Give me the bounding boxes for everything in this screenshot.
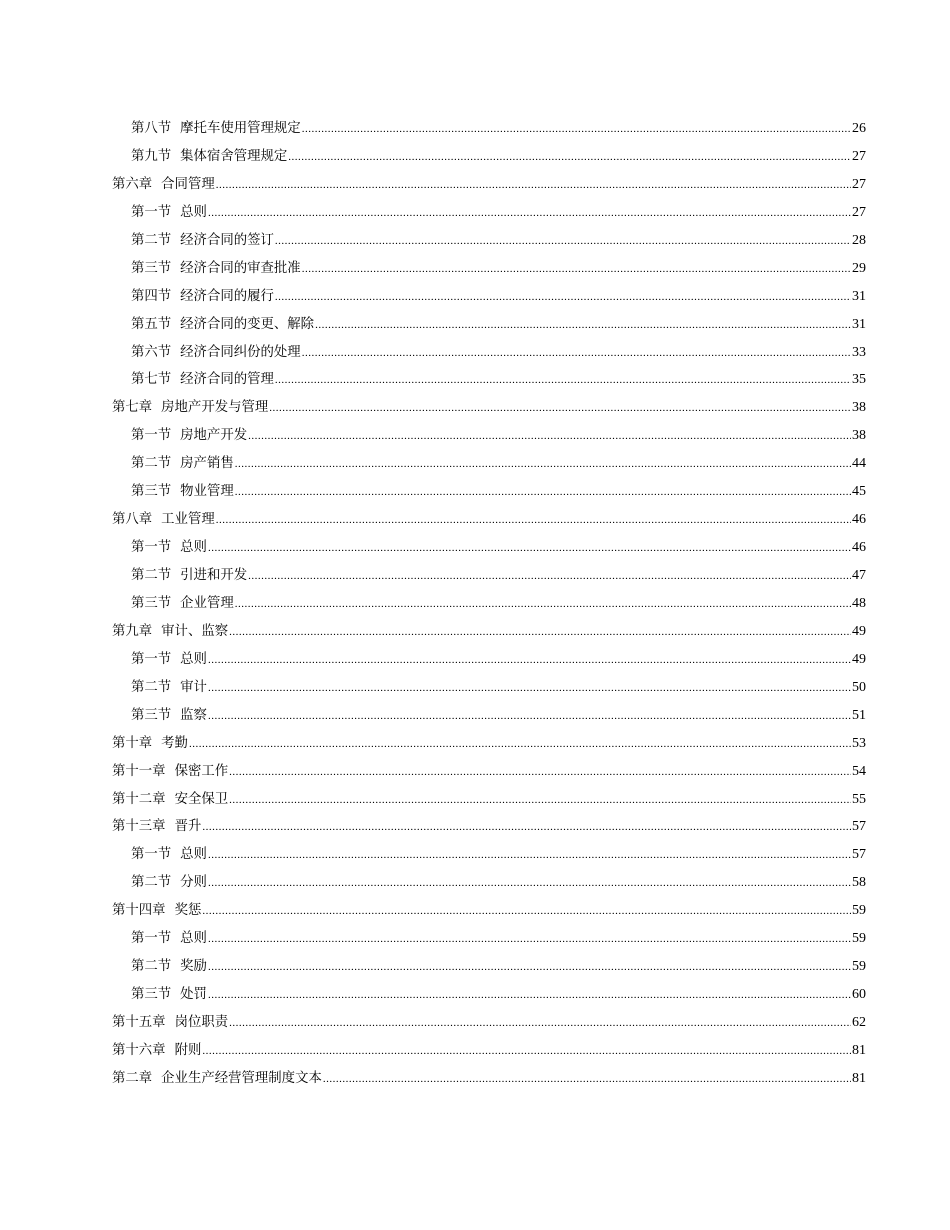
toc-entry-title: 企业管理	[180, 595, 234, 611]
toc-entry-number: 第一节	[131, 540, 172, 556]
toc-entry-number: 第二节	[131, 232, 172, 248]
toc-entry-number: 第六章	[112, 176, 153, 192]
toc-entry-label	[112, 1039, 201, 1058]
toc-entry-label	[112, 1011, 228, 1030]
toc-entry-number: 第二节	[131, 959, 172, 975]
toc-page-number: 35	[852, 372, 866, 388]
toc-page-number: 49	[852, 651, 866, 667]
toc-entry-title: 引进和开发	[180, 568, 248, 583]
toc-section-entry[interactable]	[112, 285, 866, 313]
toc-entry-title: 总则	[180, 651, 207, 667]
toc-page-number: 49	[852, 623, 866, 639]
toc-dot-leader	[208, 877, 851, 889]
toc-dot-leader	[229, 766, 851, 778]
toc-entry-label	[131, 201, 207, 220]
toc-entry-title: 审计、监察	[161, 623, 229, 639]
toc-dot-leader	[229, 1017, 851, 1029]
toc-entry-label	[131, 145, 287, 164]
toc-entry-number: 第十三章	[112, 819, 166, 835]
toc-section-entry[interactable]	[112, 341, 866, 369]
toc-entry-label	[131, 452, 234, 471]
toc-page-number: 27	[852, 176, 866, 192]
toc-dot-leader	[275, 374, 851, 386]
toc-page-number: 59	[852, 903, 866, 919]
toc-section-entry[interactable]	[112, 145, 866, 173]
toc-dot-leader	[275, 235, 851, 247]
toc-page-number: 31	[852, 316, 866, 332]
toc-entry-title: 附则	[174, 1042, 202, 1058]
toc-entry-label	[131, 313, 314, 332]
toc-entry-title: 房地产开发	[180, 428, 248, 444]
toc-section-entry[interactable]	[112, 368, 866, 396]
toc-page-number: 46	[852, 512, 866, 528]
toc-dot-leader	[202, 905, 851, 917]
toc-page-number: 51	[852, 707, 866, 723]
toc-entry-title: 经济合同的履行	[180, 288, 274, 304]
toc-entry-title: 奖惩	[174, 903, 202, 919]
toc-entry-number: 第十章	[112, 735, 153, 751]
toc-entry-title: 晋升	[174, 819, 202, 835]
toc-page-number: 59	[852, 959, 866, 975]
toc-entry-number: 第九章	[112, 623, 153, 639]
toc-entry-number: 第五节	[131, 316, 172, 332]
toc-page-number: 81	[852, 1070, 866, 1086]
toc-dot-leader	[269, 402, 851, 414]
toc-entry-number: 第十一章	[112, 763, 166, 779]
toc-dot-leader	[189, 738, 851, 750]
toc-entry-label	[112, 788, 228, 807]
toc-page-number: 33	[852, 344, 866, 360]
toc-entry-number: 第三节	[131, 707, 172, 723]
toc-dot-leader	[229, 626, 851, 638]
toc-entry-number: 第三节	[131, 987, 172, 1003]
toc-entry-label	[131, 704, 207, 723]
toc-entry-title: 保密工作	[174, 763, 229, 779]
toc-entry-number: 第六节	[131, 344, 172, 360]
toc-entry-label	[131, 536, 207, 555]
toc-dot-leader	[229, 794, 851, 806]
toc-entry-number: 第一节	[131, 651, 172, 667]
toc-entry-number: 第一节	[131, 428, 172, 444]
toc-entry-title: 处罚	[180, 987, 207, 1003]
toc-entry-number: 第八节	[131, 121, 172, 136]
toc-entry-number: 第二节	[131, 568, 172, 583]
toc-page-number: 53	[852, 735, 866, 751]
toc-page-number: 50	[852, 679, 866, 695]
toc-chapter-entry[interactable]	[112, 1011, 866, 1039]
toc-page-number: 27	[852, 204, 866, 220]
toc-chapter-entry[interactable]	[112, 1039, 866, 1067]
toc-dot-leader	[248, 570, 851, 582]
toc-dot-leader	[248, 430, 851, 442]
toc-entry-title: 企业生产经营管理制度文本	[161, 1070, 322, 1086]
toc-page-number: 48	[852, 595, 866, 611]
toc-dot-leader	[208, 542, 851, 554]
toc-chapter-entry[interactable]	[112, 788, 866, 816]
toc-page-number: 38	[852, 400, 866, 416]
toc-dot-leader	[288, 151, 851, 163]
toc-section-entry[interactable]	[112, 871, 866, 899]
toc-section-entry[interactable]	[112, 480, 866, 508]
toc-entry-title: 合同管理	[161, 176, 215, 192]
toc-dot-leader	[235, 486, 851, 498]
toc-entry-number: 第八章	[112, 512, 153, 528]
toc-chapter-entry[interactable]	[112, 508, 866, 536]
toc-dot-leader	[208, 989, 851, 1001]
toc-section-entry[interactable]	[112, 536, 866, 564]
toc-entry-label	[112, 508, 215, 527]
toc-section-entry[interactable]	[112, 564, 866, 592]
toc-chapter-entry[interactable]	[112, 899, 866, 927]
toc-section-entry[interactable]	[112, 229, 866, 257]
toc-entry-title: 物业管理	[180, 484, 234, 500]
toc-entry-title: 房产销售	[180, 456, 234, 472]
toc-page-number: 62	[852, 1015, 866, 1030]
toc-page-number: 45	[852, 484, 866, 500]
toc-entry-number: 第二章	[112, 1070, 153, 1086]
toc-entry-title: 经济合同的管理	[180, 372, 274, 388]
toc-entry-title: 总则	[180, 931, 207, 947]
toc-chapter-entry[interactable]	[112, 173, 866, 201]
toc-page-number: 81	[852, 1042, 866, 1058]
toc-entry-label	[131, 424, 247, 443]
toc-entry-number: 第七章	[112, 400, 153, 416]
toc-entry-number: 第四节	[131, 288, 172, 304]
toc-entry-title: 总则	[180, 540, 207, 556]
toc-section-entry[interactable]	[112, 983, 866, 1011]
toc-page-number: 44	[852, 456, 866, 472]
toc-entry-label	[131, 676, 207, 695]
table-of-contents	[112, 117, 866, 1095]
toc-entry-title: 总则	[180, 847, 207, 863]
toc-entry-number: 第十四章	[112, 903, 166, 919]
toc-entry-title: 考勤	[161, 735, 188, 751]
toc-entry-label	[112, 1067, 322, 1086]
toc-dot-leader	[202, 821, 851, 833]
toc-entry-label	[131, 983, 207, 1002]
toc-entry-title: 房地产开发与管理	[161, 400, 269, 416]
toc-section-entry[interactable]	[112, 955, 866, 983]
toc-entry-title: 集体宿舍管理规定	[180, 148, 288, 164]
toc-entry-label	[112, 760, 228, 779]
toc-entry-label	[112, 815, 201, 834]
toc-dot-leader	[216, 514, 851, 526]
toc-entry-number: 第二节	[131, 679, 172, 695]
toc-section-entry[interactable]	[112, 117, 866, 145]
toc-dot-leader	[302, 123, 851, 135]
toc-dot-leader	[208, 682, 851, 694]
toc-page-number: 28	[852, 232, 866, 248]
toc-dot-leader	[208, 961, 851, 973]
toc-page-number: 57	[852, 847, 866, 863]
toc-entry-label	[112, 899, 201, 918]
toc-dot-leader	[208, 710, 851, 722]
toc-dot-leader	[235, 598, 851, 610]
toc-entry-label	[131, 285, 274, 304]
toc-dot-leader	[208, 207, 851, 219]
toc-entry-number: 第十二章	[112, 791, 166, 807]
toc-entry-title: 岗位职责	[174, 1015, 229, 1030]
toc-page-number: 60	[852, 987, 866, 1003]
toc-dot-leader	[275, 291, 851, 303]
toc-section-entry[interactable]	[112, 201, 866, 229]
toc-dot-leader	[302, 347, 851, 359]
toc-dot-leader	[235, 458, 851, 470]
toc-entry-label	[131, 480, 234, 499]
toc-entry-number: 第一节	[131, 847, 172, 863]
toc-chapter-entry[interactable]	[112, 815, 866, 843]
toc-section-entry[interactable]	[112, 676, 866, 704]
toc-entry-label	[131, 229, 274, 248]
toc-entry-label	[131, 368, 274, 387]
toc-entry-label	[131, 257, 301, 276]
toc-page-number: 57	[852, 819, 866, 835]
toc-chapter-entry[interactable]	[112, 1067, 866, 1095]
toc-entry-title: 审计	[180, 679, 207, 695]
toc-entry-label	[131, 871, 207, 890]
toc-chapter-entry[interactable]	[112, 396, 866, 424]
toc-entry-label	[131, 592, 234, 611]
toc-section-entry[interactable]	[112, 592, 866, 620]
toc-entry-number: 第三节	[131, 260, 172, 276]
toc-section-entry[interactable]	[112, 648, 866, 676]
toc-section-entry[interactable]	[112, 704, 866, 732]
toc-entry-number: 第九节	[131, 148, 172, 164]
toc-section-entry[interactable]	[112, 452, 866, 480]
toc-entry-title: 分则	[180, 875, 207, 891]
toc-page-number: 59	[852, 931, 866, 947]
toc-entry-title: 经济合同的审查批准	[180, 260, 301, 276]
toc-section-entry[interactable]	[112, 257, 866, 285]
toc-page-number: 46	[852, 540, 866, 556]
toc-chapter-entry[interactable]	[112, 732, 866, 760]
toc-entry-number: 第七节	[131, 372, 172, 388]
toc-entry-title: 经济合同的变更、解除	[180, 316, 315, 332]
toc-entry-label	[112, 732, 188, 751]
toc-entry-label	[131, 955, 207, 974]
toc-page-number: 29	[852, 260, 866, 276]
toc-entry-label	[131, 648, 207, 667]
toc-entry-label	[131, 843, 207, 862]
toc-entry-title: 经济合同纠份的处理	[180, 344, 301, 360]
toc-page-number: 55	[852, 791, 866, 807]
toc-entry-number: 第十五章	[112, 1015, 166, 1030]
toc-page-number: 38	[852, 428, 866, 444]
toc-entry-label	[131, 927, 207, 946]
toc-entry-label	[112, 620, 228, 639]
toc-entry-label	[131, 564, 247, 583]
toc-page-number: 58	[852, 875, 866, 891]
toc-entry-number: 第三节	[131, 484, 172, 500]
toc-entry-title: 监察	[180, 707, 207, 723]
toc-entry-number: 第二节	[131, 456, 172, 472]
toc-entry-number: 第十六章	[112, 1042, 166, 1058]
toc-entry-label	[112, 173, 215, 192]
toc-entry-label	[112, 396, 268, 415]
toc-section-entry[interactable]	[112, 927, 866, 955]
toc-chapter-entry[interactable]	[112, 620, 866, 648]
toc-dot-leader	[208, 654, 851, 666]
toc-page-number: 31	[852, 288, 866, 304]
toc-entry-title: 总则	[180, 204, 207, 220]
toc-entry-label	[131, 341, 301, 360]
toc-entry-title: 奖励	[180, 959, 207, 975]
toc-entry-number: 第一节	[131, 204, 172, 220]
toc-page-number: 54	[852, 763, 866, 779]
toc-section-entry[interactable]	[112, 424, 866, 452]
toc-chapter-entry[interactable]	[112, 760, 866, 788]
toc-entry-title: 经济合同的签订	[180, 232, 274, 248]
toc-dot-leader	[208, 933, 851, 945]
toc-dot-leader	[315, 319, 851, 331]
toc-dot-leader	[323, 1073, 851, 1085]
toc-entry-title: 摩托车使用管理规定	[180, 121, 301, 136]
toc-page-number: 47	[852, 568, 866, 583]
toc-dot-leader	[202, 1045, 851, 1057]
toc-entry-number: 第三节	[131, 595, 172, 611]
toc-page-number: 27	[852, 148, 866, 164]
toc-entry-title: 工业管理	[161, 512, 215, 528]
toc-dot-leader	[216, 179, 851, 191]
toc-section-entry[interactable]	[112, 843, 866, 871]
toc-entry-number: 第一节	[131, 931, 172, 947]
toc-section-entry[interactable]	[112, 313, 866, 341]
toc-dot-leader	[208, 849, 851, 861]
toc-entry-number: 第二节	[131, 875, 172, 891]
toc-entry-label	[131, 117, 301, 136]
toc-entry-title: 安全保卫	[174, 791, 229, 807]
toc-dot-leader	[302, 263, 851, 275]
toc-page-number: 26	[852, 121, 866, 136]
